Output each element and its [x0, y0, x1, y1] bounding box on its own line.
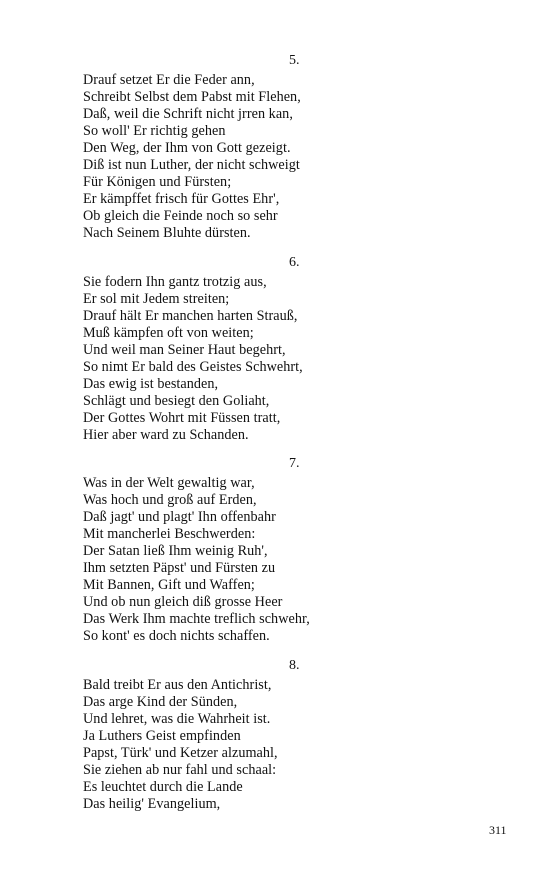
stanza-number: 6. [289, 255, 300, 270]
verse-line: Schreibt Selbst dem Pabst mit Flehen, [83, 89, 301, 105]
verse-line: Was hoch und groß auf Erden, [83, 492, 257, 508]
verse-line: So woll' Er richtig gehen [83, 123, 226, 139]
verse-line: Der Gottes Wohrt mit Füssen tratt, [83, 410, 281, 426]
verse-line: Der Satan ließ Ihm weinig Ruh', [83, 543, 268, 559]
verse-line: Drauf setzet Er die Feder ann, [83, 72, 255, 88]
verse-line: Für Königen und Fürsten; [83, 174, 232, 190]
page-number: 311 [489, 823, 507, 837]
stanza-lines [83, 677, 278, 813]
verse-line: Hier aber ward zu Schanden. [83, 427, 249, 443]
verse-line: Und ob nun gleich diß grosse Heer [83, 594, 283, 610]
verse-line: So nimt Er bald des Geistes Schwehrt, [83, 359, 303, 375]
verse-line: Sie fodern Ihn gantz trotzig aus, [83, 274, 267, 290]
verse-line: Das heilig' Evangelium, [83, 796, 221, 812]
verse-line: Er kämpffet frisch für Gottes Ehr', [83, 191, 280, 207]
stanza-lines [83, 72, 301, 242]
verse-line: Das arge Kind der Sünden, [83, 694, 238, 710]
verse-line: Schlägt und besiegt den Goliaht, [83, 393, 270, 409]
verse-line: Bald treibt Er aus den Antichrist, [83, 677, 272, 693]
verse-line: So kont' es doch nichts schaffen. [83, 628, 270, 644]
stanza-number: 8. [289, 658, 300, 673]
verse-line: Nach Seinem Bluhte dürsten. [83, 225, 251, 241]
verse-line: Mit mancherlei Beschwerden: [83, 526, 256, 542]
verse-line: Ja Luthers Geist empfinden [83, 728, 241, 744]
stanza-lines [83, 475, 310, 645]
verse-line: Muß kämpfen oft von weiten; [83, 325, 254, 341]
verse-line: Ob gleich die Feinde noch so sehr [83, 208, 278, 224]
verse-line: Daß jagt' und plagt' Ihn offenbahr [83, 509, 276, 525]
stanza-number: 7. [289, 456, 300, 471]
verse-line: Er sol mit Jedem streiten; [83, 291, 230, 307]
verse-line: Diß ist nun Luther, der nicht schweigt [83, 157, 300, 173]
verse-line: Das ewig ist bestanden, [83, 376, 219, 392]
verse-line: Und weil man Seiner Haut begehrt, [83, 342, 286, 358]
verse-line: Den Weg, der Ihm von Gott gezeigt. [83, 140, 291, 156]
verse-line: Sie ziehen ab nur fahl und schaal: [83, 762, 277, 778]
verse-line: Mit Bannen, Gift und Waffen; [83, 577, 255, 593]
stanza-lines [83, 274, 303, 444]
verse-line: Papst, Türk' und Ketzer alzumahl, [83, 745, 278, 761]
verse-line: Das Werk Ihm machte treflich schwehr, [83, 611, 310, 627]
verse-line: Und lehret, was die Wahrheit ist. [83, 711, 271, 727]
verse-line: Drauf hält Er manchen harten Strauß, [83, 308, 298, 324]
verse-line: Ihm setzten Päpst' und Fürsten zu [83, 560, 276, 576]
verse-line: Was in der Welt gewaltig war, [83, 475, 255, 491]
stanza-number: 5. [289, 53, 300, 68]
verse-line: Es leuchtet durch die Lande [83, 779, 243, 795]
verse-line: Daß, weil die Schrift nicht jrren kan, [83, 106, 293, 122]
